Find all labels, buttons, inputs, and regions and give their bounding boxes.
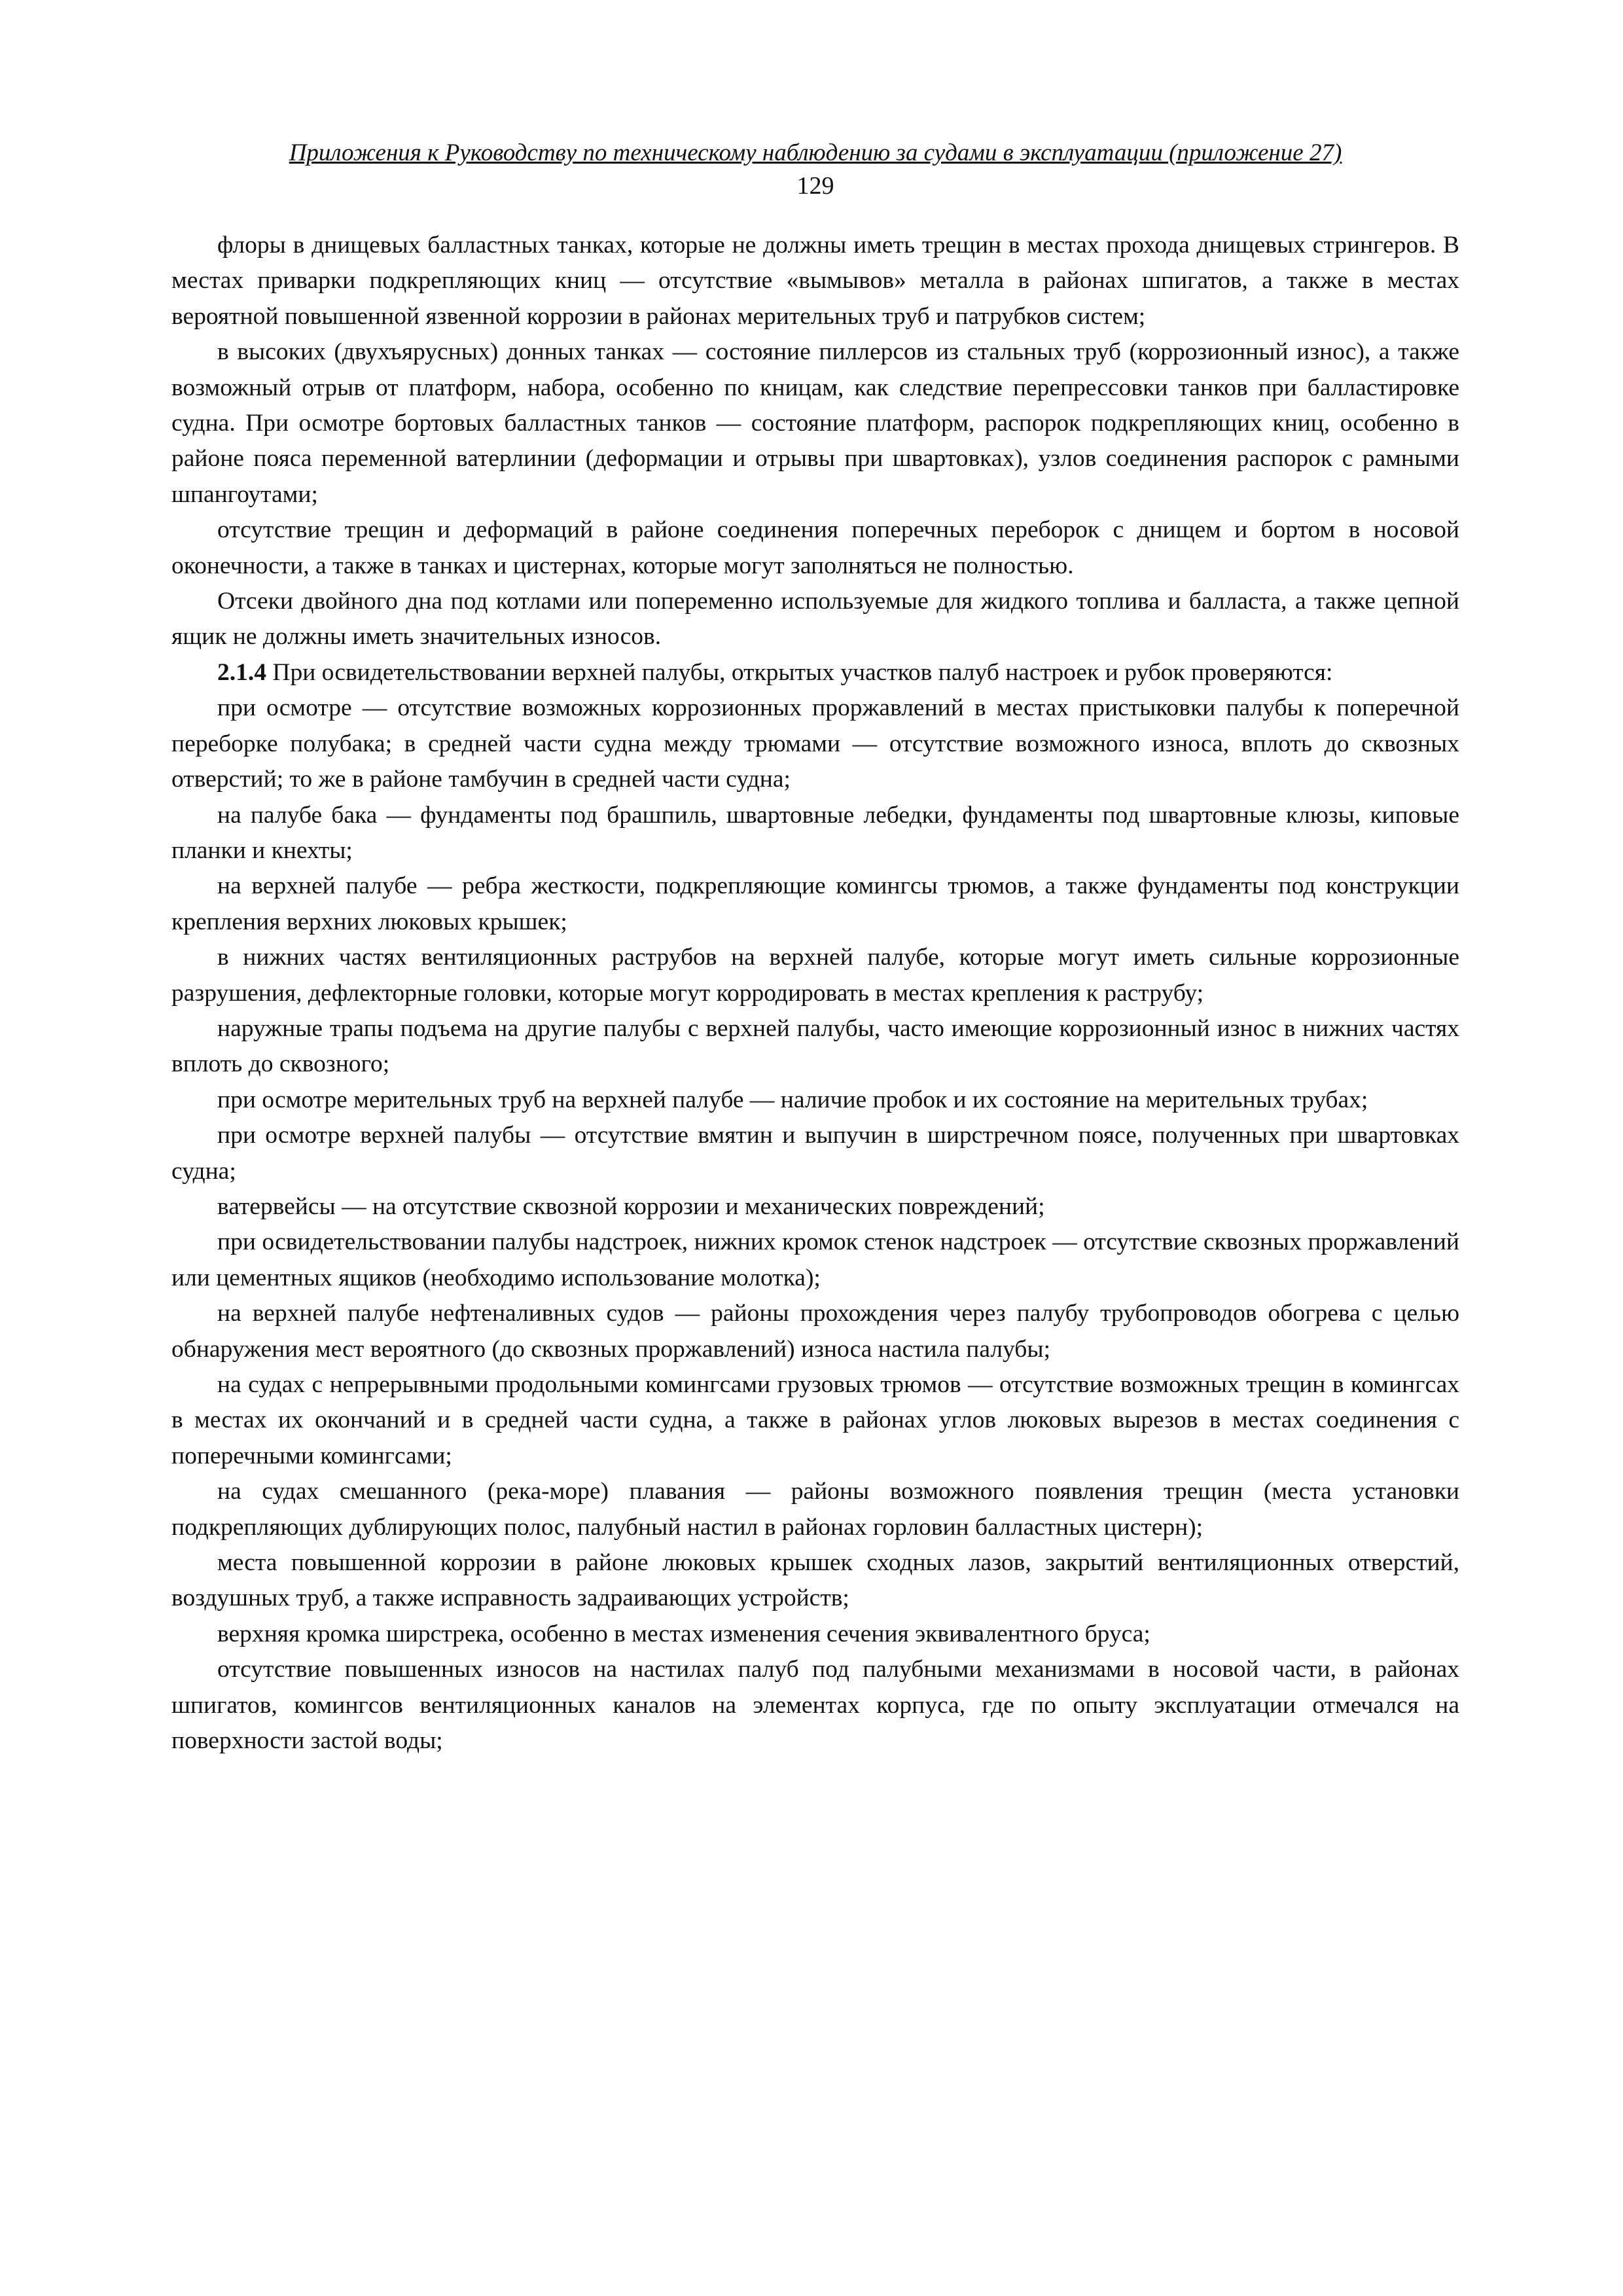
list-item: на палубе бака — фундаменты под брашпиль, швартовные лебедки, фундаменты под швартовные клюзы, киповые планки и кнехты; <box>171 801 1459 864</box>
section-text: При освидетельствовании верхней палубы, открытых участков палуб настроек и рубок проверяются: <box>266 658 1333 686</box>
running-header: Приложения к Руководству по техническому наблюдению за судами в эксплуатации (приложение 27) <box>289 139 1342 166</box>
list-item: при осмотре мерительных труб на верхней палубе — наличие пробок и их состояние на мерительных трубах; <box>217 1086 1368 1113</box>
list-item: наружные трапы подъема на другие палубы с верхней палубы, часто имеющие коррозионный износ в нижних частях вплоть до сквозного; <box>171 1014 1459 1078</box>
list-item: на верхней палубе нефтеналивных судов — районы прохождения через палубу трубопроводов обогрева с целью обнаружения мест вероятного (до сквозных проржавлений) износа настила палубы; <box>171 1300 1459 1363</box>
paragraph: Отсеки двойного дна под котлами или попеременно используемые для жидкого топлива и балласта, а также цепной ящик не должны иметь значительных износов. <box>171 588 1459 651</box>
list-item: ватервейсы — на отсутствие сквозной коррозии и механических повреждений; <box>217 1193 1045 1220</box>
list-item: на судах смешанного (река-море) плавания — районы возможного появления трещин (места установки подкрепляющих дублирующих полос, палубный настил в районах горловин балластных цистерн); <box>171 1478 1459 1541</box>
page-number: 129 <box>796 172 834 200</box>
document-page <box>171 137 1459 1759</box>
list-item: на верхней палубе — ребра жесткости, подкрепляющие комингсы трюмов, а также фундаменты под конструкции крепления верхних люковых крышек; <box>171 872 1459 935</box>
list-item: отсутствие повышенных износов на настилах палуб под палубными механизмами в носовой части, в районах шпигатов, комингсов вентиляционных каналов на элементах корпуса, где по опыту эксплуатации отмечался на поверхности застой воды; <box>171 1656 1459 1755</box>
list-item: при осмотре — отсутствие возможных коррозионных проржавлений в местах пристыковки палубы к поперечной переборке полубака; в средней части судна между трюмами — отсутствие возможного износа, вплоть до сквозных отверстий; то же в районе тамбучин в средней части судна; <box>171 694 1459 793</box>
list-item: на судах с непрерывными продольными комингсами грузовых трюмов — отсутствие возможных трещин в комингсах в местах их окончаний и в средней части судна, а также в районах углов люковых вырезов в местах соединения с поперечными комингсами; <box>171 1371 1459 1469</box>
section-paragraph <box>171 655 1459 691</box>
paragraph: флоры в днищевых балластных танках, которые не должны иметь трещин в местах прохода днищевых стрингеров. В местах приварки подкрепляющих книц — отсутствие «вымывов» металла в районах шпигатов, а также в местах вероятной повышенной язвенной коррозии в районах мерительных труб и патрубков систем; <box>171 232 1459 330</box>
list-item: при освидетельствовании палубы надстроек, нижних кромок стенок надстроек — отсутствие сквозных проржавлений или цементных ящиков (необходимо использование молотка); <box>171 1229 1459 1291</box>
list-item: в нижних частях вентиляционных раструбов на верхней палубе, которые могут иметь сильные коррозионные разрушения, дефлекторные головки, которые могут корродировать в местах крепления к раструбу; <box>171 944 1459 1007</box>
paragraph: в высоких (двухъярусных) донных танках — состояние пиллерсов из стальных труб (коррозионный износ), а также возможный отрыв от платформ, набора, особенно по кницам, как следствие перепрессовки танков при балластировке судна. При осмотре бортовых балластных танков — состояние платформ, распорок подкрепляющих книц, особенно в районе пояса переменной ватерлинии (деформации и отрывы при швартовках), узлов соединения распорок с рамными шпангоутами; <box>171 338 1459 508</box>
list-item: места повышенной коррозии в районе люковых крышек сходных лазов, закрытий вентиляционных отверстий, воздушных труб, а также исправность задраивающих устройств; <box>171 1549 1459 1612</box>
list-item: верхняя кромка ширстрека, особенно в местах изменения сечения эквивалентного бруса; <box>217 1620 1150 1647</box>
list-item: при осмотре верхней палубы — отсутствие вмятин и выпучин в ширстречном поясе, полученных при швартовках судна; <box>171 1122 1459 1185</box>
section-number: 2.1.4 <box>217 658 266 686</box>
paragraph: отсутствие трещин и деформаций в районе соединения поперечных переборок с днищем и бортом в носовой оконечности, а также в танках и цистернах, которые могут заполняться не полностью. <box>171 516 1459 579</box>
